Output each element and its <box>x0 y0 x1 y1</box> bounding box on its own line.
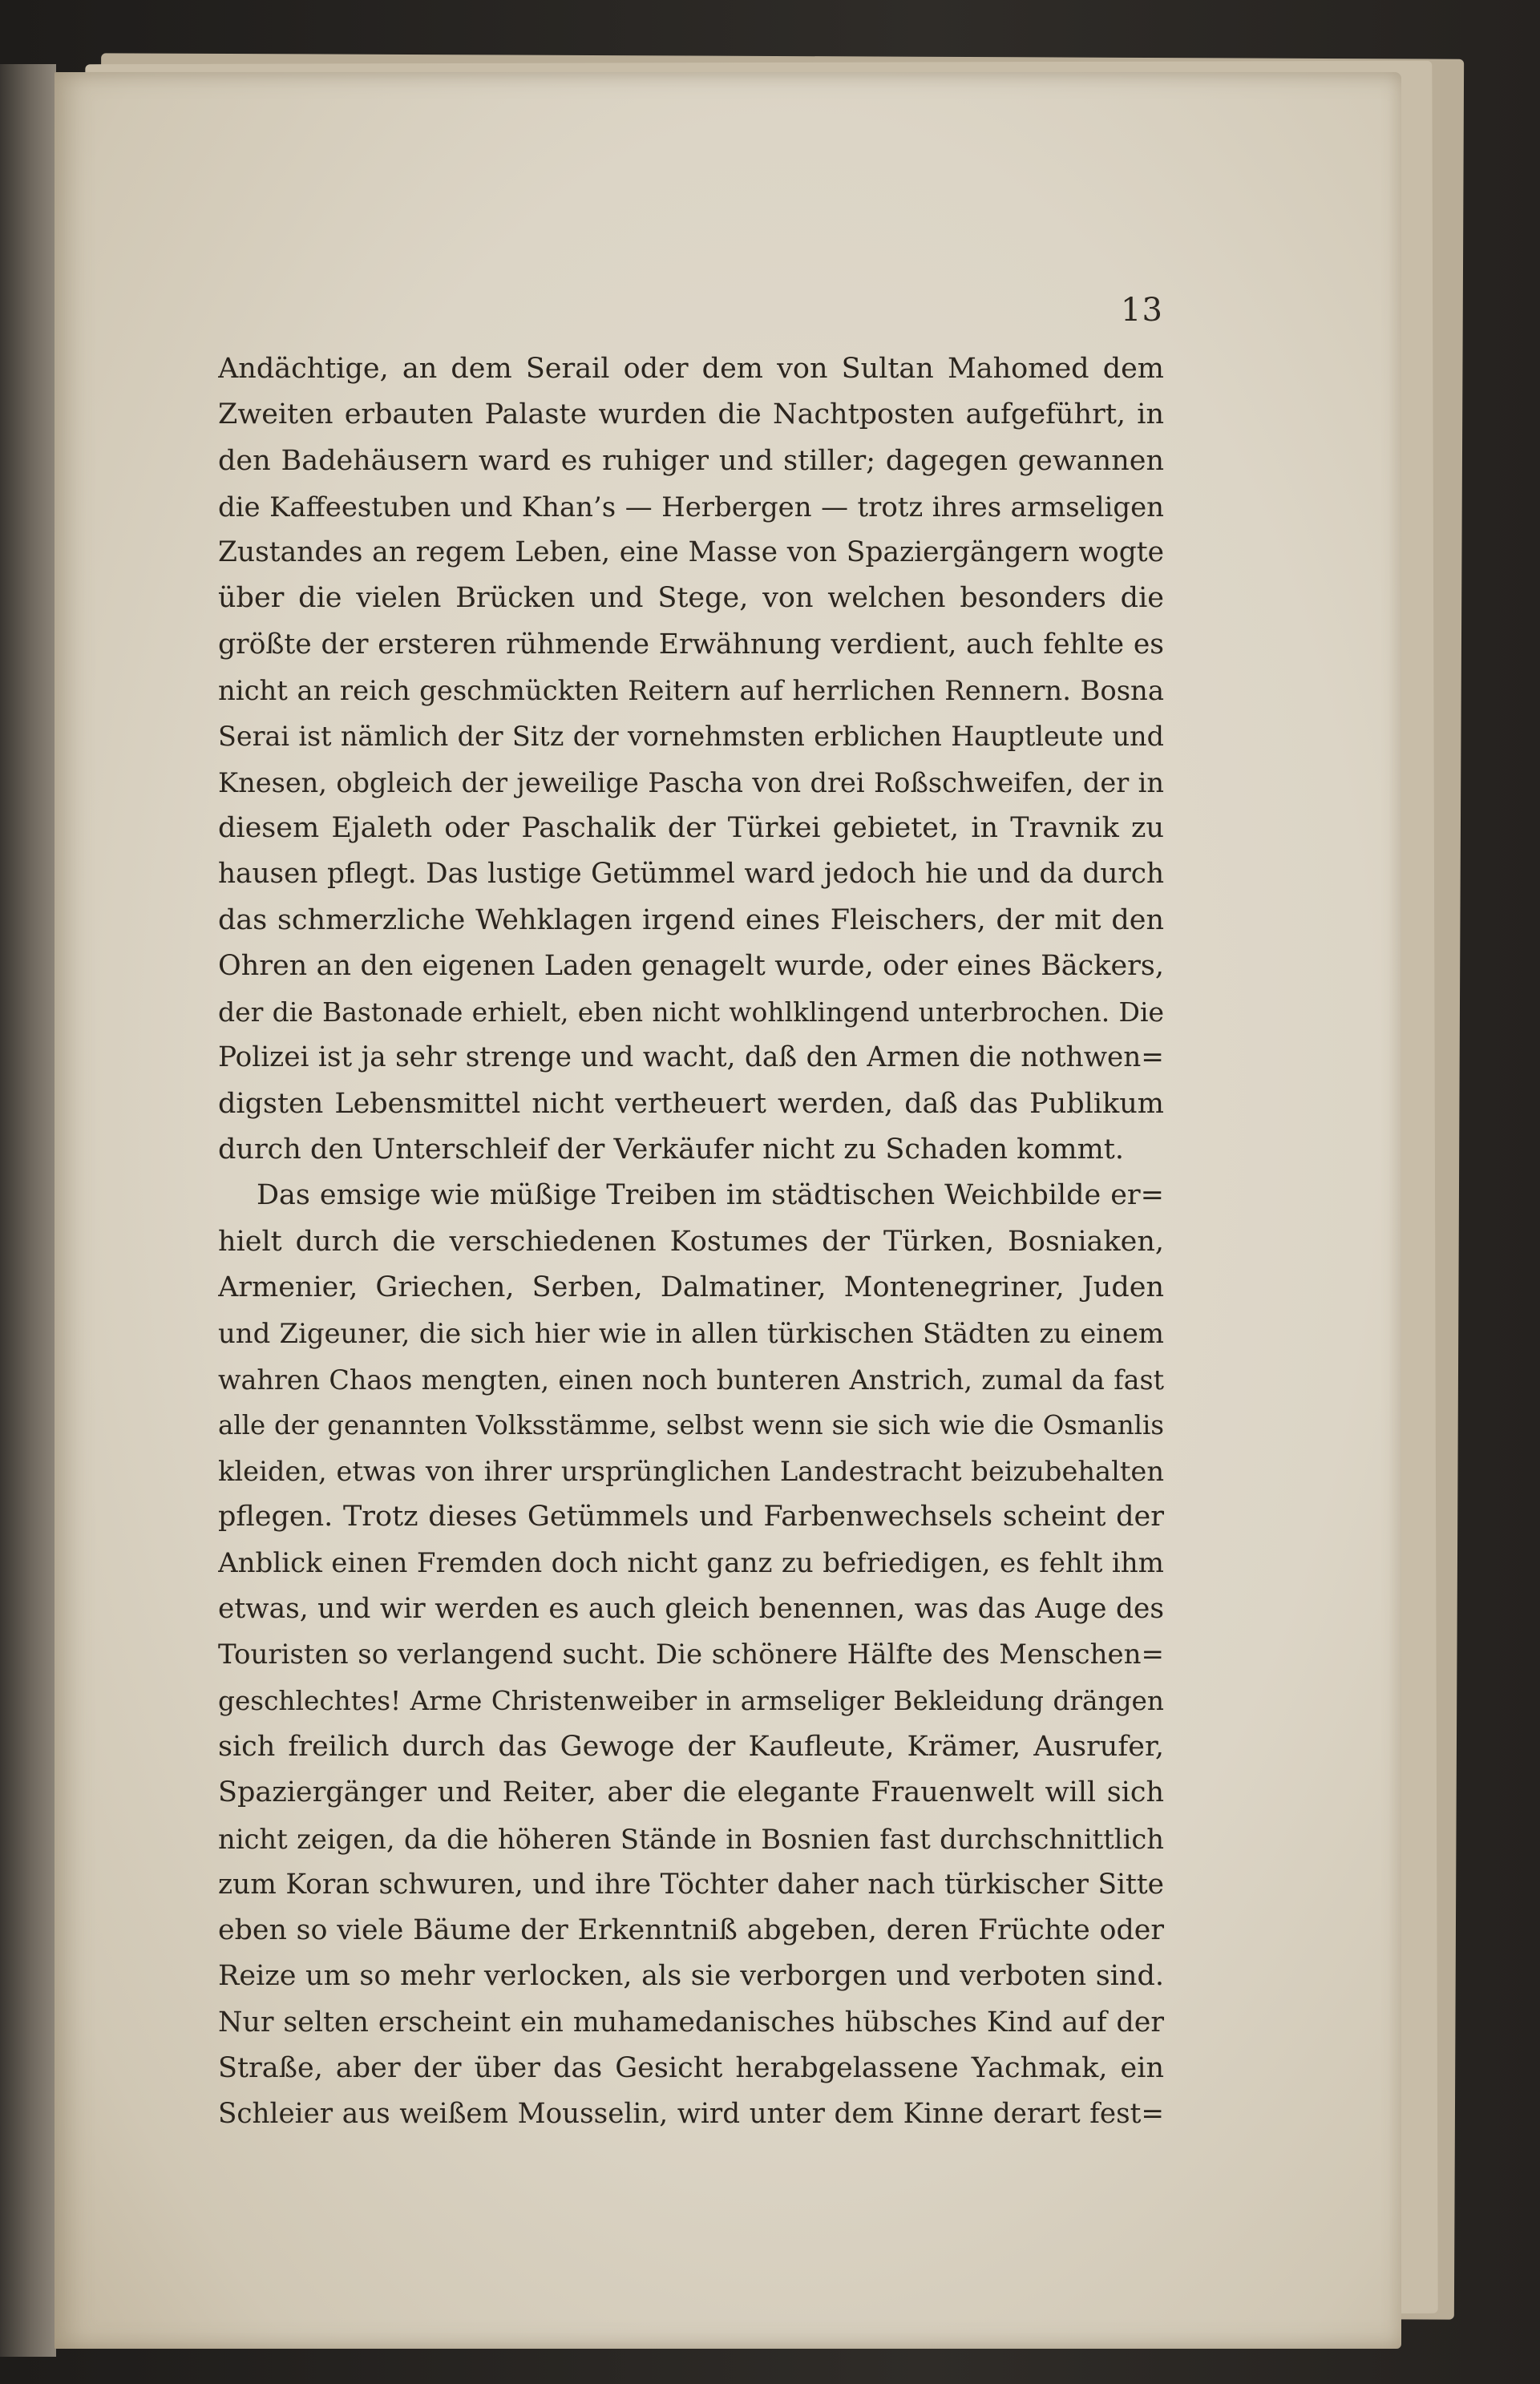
text-line: alle der genannten Volksstämme, selbst wenn sie sich wie die Osmanlis <box>218 1409 1164 1441</box>
body-text <box>218 346 1164 2138</box>
text-line: Serai ist nämlich der Sitz der vornehmsten erblichen Hauptleute und <box>218 721 1164 753</box>
text-line: Armenier, Griechen, Serben, Dalmatiner, Montenegriner, Juden <box>218 1271 1164 1303</box>
text-line: das schmerzliche Wehklagen irgend eines Fleischers, der mit den <box>218 903 1164 936</box>
text-line: Nur selten erscheint ein muhamedanisches hübsches Kind auf der <box>218 2006 1164 2039</box>
text-line: über die vielen Brücken und Stege, von welchen besonders die <box>218 582 1164 615</box>
text-line: Straße, aber der über das Gesicht herabgelassene Yachmak, ein <box>218 2051 1164 2084</box>
text-line: pflegen. Trotz dieses Getümmels und Farbenwechsels scheint der <box>218 1501 1164 1533</box>
previous-page-edge <box>0 64 56 2357</box>
text-line: Zustandes an regem Leben, eine Masse von Spaziergängern wogte <box>218 536 1164 569</box>
text-line: Anblick einen Fremden doch nicht ganz zu befriedigen, es fehlt ihm <box>218 1546 1164 1579</box>
text-line: digsten Lebensmittel nicht vertheuert werden, daß das Publikum <box>218 1087 1164 1120</box>
paragraph-last-line: durch den Unterschleif der Verkäufer nicht zu Schaden kommt. <box>218 1133 1124 1166</box>
text-line: Touristen so verlangend sucht. Die schönere Hälfte des Menschen= <box>218 1638 1164 1671</box>
paragraph-first-line: Das emsige wie müßige Treiben im städtischen Weichbilde er= <box>257 1179 1164 1212</box>
text-line: der die Bastonade erhielt, eben nicht wohlklingend unterbrochen. Die <box>218 996 1164 1028</box>
text-line: nicht an reich geschmückten Reitern auf herrlichen Rennern. Bosna <box>218 675 1164 707</box>
text-line: hausen pflegt. Das lustige Getümmel ward jedoch hie und da durch <box>218 858 1164 891</box>
text-line: Spaziergänger und Reiter, aber die elegante Frauenwelt will sich <box>218 1776 1164 1809</box>
text-line: Ohren an den eigenen Laden genagelt wurde, oder eines Bäckers, <box>218 949 1164 982</box>
page-number: 13 <box>1121 292 1163 329</box>
text-line: Andächtige, an dem Serail oder dem von Sultan Mahomed dem <box>218 353 1164 385</box>
text-line: Knesen, obgleich der jeweilige Pascha von drei Roßschweifen, der in <box>218 766 1164 798</box>
text-line: Zweiten erbauten Palaste wurden die Nachtposten aufgeführt, in <box>218 398 1164 431</box>
text-line: Reize um so mehr verlocken, als sie verborgen und verboten sind. <box>218 1960 1164 1993</box>
text-line: geschlechtes! Arme Christenweiber in armseliger Bekleidung drängen <box>218 1685 1164 1716</box>
text-line: wahren Chaos mengten, einen noch bunteren Anstrich, zumal da fast <box>218 1364 1164 1396</box>
text-line: Schleier aus weißem Mousselin, wird unter dem Kinne derart fest= <box>218 2098 1164 2131</box>
text-line: zum Koran schwuren, und ihre Töchter daher nach türkischer Sitte <box>218 1868 1164 1901</box>
text-line: den Badehäusern ward es ruhiger und stiller; dagegen gewannen <box>218 444 1164 477</box>
text-line: größte der ersteren rühmende Erwähnung verdient, auch fehlte es <box>218 628 1164 661</box>
text-line: sich freilich durch das Gewoge der Kaufleute, Krämer, Ausrufer, <box>218 1730 1164 1763</box>
text-line: diesem Ejaleth oder Paschalik der Türkei gebietet, in Travnik zu <box>218 811 1164 844</box>
text-line: Polizei ist ja sehr strenge und wacht, daß den Armen die nothwen= <box>218 1041 1164 1074</box>
text-line: nicht zeigen, da die höheren Stände in Bosnien fast durchschnittlich <box>218 1823 1164 1855</box>
text-line: hielt durch die verschiedenen Kostumes der Türken, Bosniaken, <box>218 1225 1164 1258</box>
text-line: eben so viele Bäume der Erkenntniß abgeben, deren Früchte oder <box>218 1914 1164 1947</box>
text-line: und Zigeuner, die sich hier wie in allen türkischen Städten zu einem <box>218 1318 1164 1350</box>
text-line: etwas, und wir werden es auch gleich benennen, was das Auge des <box>218 1593 1164 1626</box>
text-line: kleiden, etwas von ihrer ursprünglichen Landestracht beizubehalten <box>218 1456 1164 1488</box>
text-line: die Kaffeestuben und Khan’s — Herbergen — trotz ihres armseligen <box>218 491 1164 523</box>
